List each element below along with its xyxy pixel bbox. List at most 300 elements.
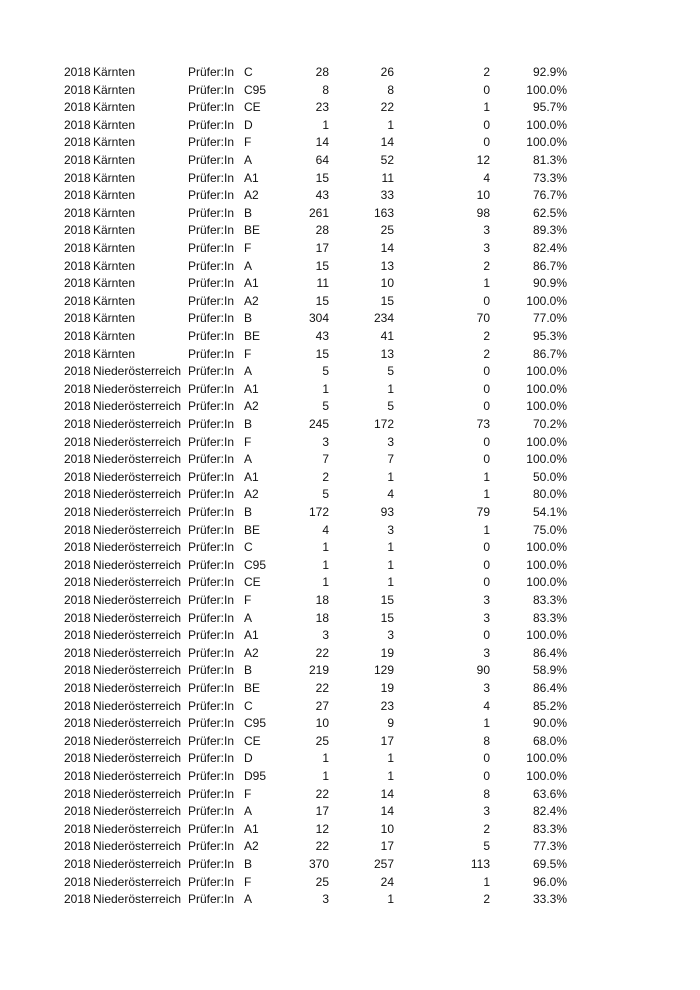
pass-rate-cell: 100.0% <box>526 769 567 783</box>
license-class-cell: C <box>244 65 253 79</box>
region-cell: Niederösterreich <box>93 874 182 889</box>
count-total-cell: 18 <box>315 610 329 625</box>
count-passed-cell: 14 <box>380 804 394 819</box>
license-class-cell: F <box>244 135 252 150</box>
role-cell: Prüfer:In <box>188 170 235 185</box>
pass-rate-cell: 90.9% <box>532 276 567 291</box>
count-passed-cell: 15 <box>380 593 394 607</box>
year-cell: 2018 <box>64 857 91 871</box>
table-row <box>0 680 700 698</box>
license-class-cell: A <box>244 452 253 467</box>
count-total-cell: 28 <box>315 65 329 79</box>
count-total-cell: 17 <box>315 804 329 819</box>
region-cell: Niederösterreich <box>93 469 182 484</box>
count-total-cell: 3 <box>322 628 329 643</box>
license-class-cell: F <box>244 593 252 607</box>
pass-rate-cell: 89.3% <box>532 223 567 238</box>
table-row <box>0 328 700 346</box>
count-total-cell: 1 <box>322 769 329 783</box>
count-failed-cell: 0 <box>483 769 490 783</box>
count-total-cell: 4 <box>322 522 329 537</box>
count-failed-cell: 0 <box>483 628 490 643</box>
region-cell: Niederösterreich <box>93 540 182 555</box>
role-cell: Prüfer:In <box>188 557 235 572</box>
year-cell: 2018 <box>64 364 91 379</box>
count-failed-cell: 3 <box>483 645 490 660</box>
region-cell: Niederösterreich <box>93 381 182 396</box>
count-total-cell: 43 <box>315 329 329 343</box>
region-cell: Niederösterreich <box>93 610 182 625</box>
region-cell: Kärnten <box>93 135 136 150</box>
table-row <box>0 187 700 205</box>
count-passed-cell: 1 <box>387 751 394 766</box>
count-failed-cell: 8 <box>483 786 490 801</box>
role-cell: Prüfer:In <box>188 329 235 343</box>
pass-rate-cell: 58.9% <box>532 663 567 678</box>
license-class-cell: D <box>244 117 253 132</box>
count-total-cell: 23 <box>315 100 329 115</box>
count-failed-cell: 0 <box>483 540 490 555</box>
license-class-cell: A <box>244 153 253 167</box>
pass-rate-cell: 54.1% <box>532 505 567 519</box>
license-class-cell: CE <box>244 100 261 115</box>
region-cell: Niederösterreich <box>93 487 182 502</box>
count-passed-cell: 257 <box>373 857 394 871</box>
table-row <box>0 363 700 381</box>
count-passed-cell: 25 <box>380 223 394 238</box>
year-cell: 2018 <box>64 769 91 783</box>
count-passed-cell: 23 <box>380 698 394 713</box>
count-total-cell: 22 <box>315 839 329 854</box>
year-cell: 2018 <box>64 540 91 555</box>
count-failed-cell: 0 <box>483 135 490 150</box>
count-failed-cell: 0 <box>483 381 490 396</box>
year-cell: 2018 <box>64 417 91 431</box>
count-passed-cell: 1 <box>387 557 394 572</box>
role-cell: Prüfer:In <box>188 522 235 537</box>
table-row <box>0 698 700 716</box>
region-cell: Niederösterreich <box>93 434 182 449</box>
count-failed-cell: 10 <box>476 188 490 203</box>
region-cell: Niederösterreich <box>93 628 182 643</box>
count-passed-cell: 1 <box>387 117 394 132</box>
table-row <box>0 821 700 839</box>
year-cell: 2018 <box>64 452 91 467</box>
count-total-cell: 43 <box>315 188 329 203</box>
count-total-cell: 3 <box>322 434 329 449</box>
table-row <box>0 99 700 117</box>
count-total-cell: 12 <box>315 821 329 836</box>
role-cell: Prüfer:In <box>188 311 235 326</box>
count-failed-cell: 1 <box>483 874 490 889</box>
table-row <box>0 117 700 135</box>
license-class-cell: C <box>244 540 253 555</box>
region-cell: Niederösterreich <box>93 663 182 678</box>
pass-rate-cell: 100.0% <box>526 364 567 379</box>
year-cell: 2018 <box>64 241 91 255</box>
pass-rate-cell: 81.3% <box>532 153 567 167</box>
count-failed-cell: 98 <box>476 205 490 220</box>
pass-rate-cell: 100.0% <box>526 628 567 643</box>
license-class-cell: F <box>244 786 252 801</box>
year-cell: 2018 <box>64 505 91 519</box>
license-class-cell: C <box>244 698 253 713</box>
license-class-cell: CE <box>244 575 261 590</box>
count-passed-cell: 26 <box>380 65 394 79</box>
year-cell: 2018 <box>64 188 91 203</box>
count-failed-cell: 79 <box>476 505 490 519</box>
count-failed-cell: 0 <box>483 452 490 467</box>
pass-rate-cell: 90.0% <box>532 716 567 731</box>
region-cell: Niederösterreich <box>93 452 182 467</box>
count-failed-cell: 1 <box>483 716 490 731</box>
count-total-cell: 22 <box>315 786 329 801</box>
count-failed-cell: 8 <box>483 733 490 748</box>
count-total-cell: 28 <box>315 223 329 238</box>
role-cell: Prüfer:In <box>188 681 235 695</box>
region-cell: Niederösterreich <box>93 417 182 431</box>
count-passed-cell: 3 <box>387 434 394 449</box>
region-cell: Niederösterreich <box>93 786 182 801</box>
count-total-cell: 25 <box>315 733 329 748</box>
count-passed-cell: 17 <box>380 733 394 748</box>
count-failed-cell: 3 <box>483 241 490 255</box>
count-passed-cell: 52 <box>380 153 394 167</box>
role-cell: Prüfer:In <box>188 857 235 871</box>
count-total-cell: 14 <box>315 135 329 150</box>
license-class-cell: C95 <box>244 82 267 97</box>
pass-rate-cell: 73.3% <box>532 170 567 185</box>
count-total-cell: 5 <box>322 487 329 502</box>
count-failed-cell: 90 <box>476 663 490 678</box>
year-cell: 2018 <box>64 399 91 414</box>
role-cell: Prüfer:In <box>188 839 235 854</box>
count-passed-cell: 13 <box>380 346 394 361</box>
region-cell: Kärnten <box>93 223 136 238</box>
year-cell: 2018 <box>64 751 91 766</box>
count-failed-cell: 3 <box>483 804 490 819</box>
count-passed-cell: 17 <box>380 839 394 854</box>
license-class-cell: BE <box>244 329 261 343</box>
license-class-cell: BE <box>244 223 261 238</box>
role-cell: Prüfer:In <box>188 364 235 379</box>
region-cell: Niederösterreich <box>93 733 182 748</box>
count-passed-cell: 3 <box>387 522 394 537</box>
pass-rate-cell: 100.0% <box>526 399 567 414</box>
count-failed-cell: 2 <box>483 65 490 79</box>
license-class-cell: A <box>244 892 253 907</box>
count-passed-cell: 15 <box>380 293 394 308</box>
table-row <box>0 222 700 240</box>
count-passed-cell: 19 <box>380 645 394 660</box>
count-total-cell: 1 <box>322 540 329 555</box>
pass-rate-cell: 33.3% <box>532 892 567 907</box>
year-cell: 2018 <box>64 311 91 326</box>
role-cell: Prüfer:In <box>188 769 235 783</box>
table-row <box>0 645 700 663</box>
role-cell: Prüfer:In <box>188 786 235 801</box>
year-cell: 2018 <box>64 205 91 220</box>
year-cell: 2018 <box>64 329 91 343</box>
role-cell: Prüfer:In <box>188 698 235 713</box>
count-passed-cell: 1 <box>387 892 394 907</box>
pass-rate-cell: 100.0% <box>526 575 567 590</box>
role-cell: Prüfer:In <box>188 100 235 115</box>
role-cell: Prüfer:In <box>188 751 235 766</box>
role-cell: Prüfer:In <box>188 293 235 308</box>
pass-rate-cell: 100.0% <box>526 557 567 572</box>
count-passed-cell: 234 <box>373 311 394 326</box>
region-cell: Niederösterreich <box>93 769 182 783</box>
count-passed-cell: 3 <box>387 628 394 643</box>
role-cell: Prüfer:In <box>188 223 235 238</box>
year-cell: 2018 <box>64 663 91 678</box>
count-total-cell: 15 <box>315 170 329 185</box>
license-class-cell: A2 <box>244 487 259 502</box>
count-failed-cell: 0 <box>483 434 490 449</box>
count-total-cell: 261 <box>308 205 329 220</box>
pass-rate-cell: 75.0% <box>532 522 567 537</box>
count-failed-cell: 0 <box>483 751 490 766</box>
region-cell: Kärnten <box>93 205 136 220</box>
pass-rate-cell: 100.0% <box>526 293 567 308</box>
pass-rate-cell: 83.3% <box>532 821 567 836</box>
license-class-cell: BE <box>244 681 261 695</box>
count-passed-cell: 11 <box>381 170 394 185</box>
table-row <box>0 891 700 909</box>
region-cell: Kärnten <box>93 82 136 97</box>
count-passed-cell: 14 <box>380 135 394 150</box>
year-cell: 2018 <box>64 892 91 907</box>
count-failed-cell: 113 <box>470 857 490 871</box>
role-cell: Prüfer:In <box>188 82 235 97</box>
count-total-cell: 11 <box>316 276 329 291</box>
count-passed-cell: 1 <box>387 540 394 555</box>
region-cell: Kärnten <box>93 293 136 308</box>
pass-rate-cell: 95.3% <box>532 329 567 343</box>
count-total-cell: 7 <box>322 452 329 467</box>
region-cell: Niederösterreich <box>93 557 182 572</box>
role-cell: Prüfer:In <box>188 65 235 79</box>
count-total-cell: 1 <box>322 575 329 590</box>
region-cell: Niederösterreich <box>93 698 182 713</box>
count-total-cell: 1 <box>322 381 329 396</box>
license-class-cell: A <box>244 610 253 625</box>
license-class-cell: C95 <box>244 557 267 572</box>
pass-rate-cell: 100.0% <box>526 381 567 396</box>
pass-rate-cell: 69.5% <box>532 857 567 871</box>
count-passed-cell: 14 <box>380 786 394 801</box>
count-failed-cell: 0 <box>483 399 490 414</box>
count-passed-cell: 41 <box>380 329 394 343</box>
role-cell: Prüfer:In <box>188 540 235 555</box>
license-class-cell: BE <box>244 522 261 537</box>
count-passed-cell: 19 <box>380 681 394 695</box>
count-total-cell: 172 <box>308 505 329 519</box>
license-class-cell: CE <box>244 733 261 748</box>
count-total-cell: 27 <box>315 698 329 713</box>
count-total-cell: 370 <box>308 857 329 871</box>
pass-rate-cell: 100.0% <box>526 452 567 467</box>
count-passed-cell: 7 <box>387 452 394 467</box>
table-row <box>0 451 700 469</box>
region-cell: Niederösterreich <box>93 645 182 660</box>
count-failed-cell: 0 <box>483 364 490 379</box>
region-cell: Niederösterreich <box>93 522 182 537</box>
count-total-cell: 64 <box>315 153 329 167</box>
pass-rate-cell: 100.0% <box>526 540 567 555</box>
year-cell: 2018 <box>64 557 91 572</box>
license-class-cell: B <box>244 505 253 519</box>
year-cell: 2018 <box>64 258 91 273</box>
count-failed-cell: 0 <box>483 117 490 132</box>
count-total-cell: 15 <box>315 346 329 361</box>
pass-rate-cell: 96.0% <box>532 874 567 889</box>
count-failed-cell: 3 <box>483 223 490 238</box>
license-class-cell: A1 <box>244 469 259 484</box>
year-cell: 2018 <box>64 874 91 889</box>
role-cell: Prüfer:In <box>188 505 235 519</box>
license-class-cell: A <box>244 258 253 273</box>
license-class-cell: A1 <box>244 381 259 396</box>
table-row <box>0 434 700 452</box>
count-passed-cell: 1 <box>387 769 394 783</box>
role-cell: Prüfer:In <box>188 874 235 889</box>
count-passed-cell: 5 <box>387 399 394 414</box>
region-cell: Niederösterreich <box>93 804 182 819</box>
count-failed-cell: 2 <box>483 821 490 836</box>
region-cell: Kärnten <box>93 117 136 132</box>
count-passed-cell: 24 <box>380 874 394 889</box>
license-class-cell: C95 <box>244 716 267 731</box>
region-cell: Niederösterreich <box>93 399 182 414</box>
table-row <box>0 803 700 821</box>
pass-rate-cell: 100.0% <box>526 82 567 97</box>
license-class-cell: A1 <box>244 170 259 185</box>
count-total-cell: 15 <box>315 293 329 308</box>
role-cell: Prüfer:In <box>188 610 235 625</box>
region-cell: Kärnten <box>93 258 136 273</box>
count-passed-cell: 4 <box>387 487 394 502</box>
count-passed-cell: 1 <box>387 469 394 484</box>
pass-rate-cell: 70.2% <box>532 417 567 431</box>
table-row <box>0 733 700 751</box>
count-passed-cell: 5 <box>387 364 394 379</box>
count-total-cell: 17 <box>315 241 329 255</box>
table-row <box>0 416 700 434</box>
license-class-cell: A2 <box>244 293 259 308</box>
year-cell: 2018 <box>64 276 91 291</box>
region-cell: Niederösterreich <box>93 892 182 907</box>
table-row <box>0 856 700 874</box>
count-failed-cell: 2 <box>483 346 490 361</box>
year-cell: 2018 <box>64 628 91 643</box>
license-class-cell: D95 <box>244 769 267 783</box>
region-cell: Kärnten <box>93 276 136 291</box>
region-cell: Niederösterreich <box>93 575 182 590</box>
year-cell: 2018 <box>64 804 91 819</box>
table-row <box>0 874 700 892</box>
count-failed-cell: 2 <box>483 258 490 273</box>
table-row <box>0 610 700 628</box>
table-row <box>0 275 700 293</box>
region-cell: Niederösterreich <box>93 364 182 379</box>
role-cell: Prüfer:In <box>188 417 235 431</box>
year-cell: 2018 <box>64 821 91 836</box>
region-cell: Kärnten <box>93 329 136 343</box>
table-row <box>0 715 700 733</box>
count-failed-cell: 4 <box>483 698 490 713</box>
table-row <box>0 486 700 504</box>
year-cell: 2018 <box>64 293 91 308</box>
role-cell: Prüfer:In <box>188 241 235 255</box>
table-row <box>0 152 700 170</box>
pass-rate-cell: 100.0% <box>526 135 567 150</box>
region-cell: Kärnten <box>93 170 136 185</box>
region-cell: Kärnten <box>93 188 136 203</box>
table-row <box>0 522 700 540</box>
count-total-cell: 18 <box>315 593 329 607</box>
role-cell: Prüfer:In <box>188 716 235 731</box>
license-class-cell: F <box>244 346 252 361</box>
year-cell: 2018 <box>64 135 91 150</box>
region-cell: Niederösterreich <box>93 857 182 871</box>
count-total-cell: 22 <box>315 645 329 660</box>
count-total-cell: 8 <box>322 82 329 97</box>
region-cell: Niederösterreich <box>93 751 182 766</box>
role-cell: Prüfer:In <box>188 153 235 167</box>
role-cell: Prüfer:In <box>188 804 235 819</box>
pass-rate-cell: 77.0% <box>532 311 567 326</box>
pass-rate-cell: 86.7% <box>532 346 567 361</box>
count-passed-cell: 14 <box>380 241 394 255</box>
count-failed-cell: 0 <box>483 575 490 590</box>
count-failed-cell: 0 <box>483 82 490 97</box>
role-cell: Prüfer:In <box>188 381 235 396</box>
role-cell: Prüfer:In <box>188 346 235 361</box>
count-total-cell: 5 <box>322 399 329 414</box>
year-cell: 2018 <box>64 381 91 396</box>
license-class-cell: F <box>244 874 252 889</box>
year-cell: 2018 <box>64 170 91 185</box>
pass-rate-cell: 92.9% <box>532 65 567 79</box>
license-class-cell: A1 <box>244 821 259 836</box>
year-cell: 2018 <box>64 575 91 590</box>
role-cell: Prüfer:In <box>188 258 235 273</box>
table-row <box>0 381 700 399</box>
year-cell: 2018 <box>64 153 91 167</box>
pass-rate-cell: 83.3% <box>532 610 567 625</box>
year-cell: 2018 <box>64 645 91 660</box>
count-failed-cell: 1 <box>483 469 490 484</box>
count-passed-cell: 172 <box>373 417 394 431</box>
count-passed-cell: 8 <box>387 82 394 97</box>
year-cell: 2018 <box>64 346 91 361</box>
license-class-cell: A <box>244 364 253 379</box>
table-row <box>0 627 700 645</box>
license-class-cell: A2 <box>244 645 259 660</box>
license-class-cell: A <box>244 804 253 819</box>
year-cell: 2018 <box>64 82 91 97</box>
year-cell: 2018 <box>64 593 91 607</box>
year-cell: 2018 <box>64 117 91 132</box>
table-row <box>0 557 700 575</box>
count-total-cell: 1 <box>322 117 329 132</box>
count-passed-cell: 1 <box>387 381 394 396</box>
role-cell: Prüfer:In <box>188 663 235 678</box>
region-cell: Niederösterreich <box>93 593 182 607</box>
region-cell: Kärnten <box>93 346 136 361</box>
